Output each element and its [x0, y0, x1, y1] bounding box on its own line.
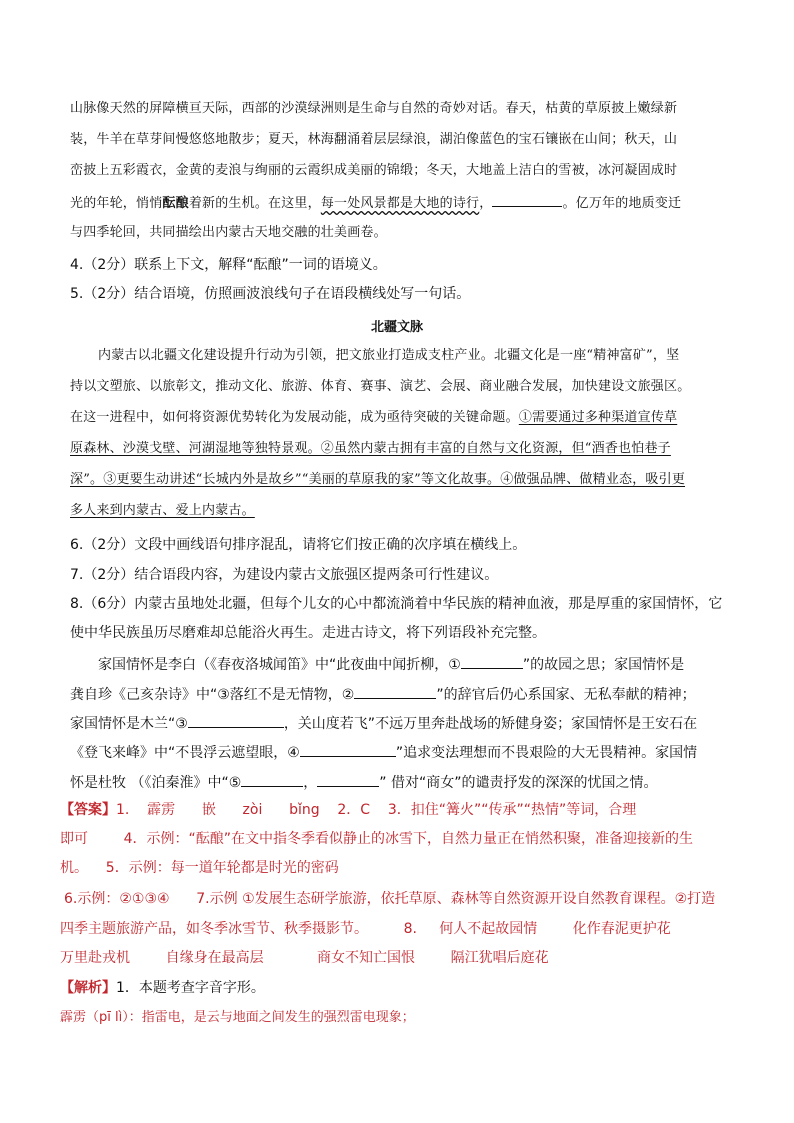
answer-line6: 万里赴戎机 自缘身在最高层 商女不知亡国恨 隔江犹唱后庭花: [60, 950, 549, 966]
passage1-line4: [70, 192, 681, 214]
passage1-line3: 峦披上五彩霞衣，金黄的麦浪与绚丽的云霞织成美丽的锦缎；冬天，大地盖上洁白的雪被，冰河凝固成时: [70, 163, 678, 178]
analysis-label: 【解析】: [60, 980, 116, 996]
question-7: 7.（2分）结合语段内容，为建设内蒙古文旅强区提两条可行性建议。: [70, 567, 499, 583]
text: 在这一进程中，如何将资源优势转化为发展动能，成为亟待突破的关键命题。: [70, 410, 519, 425]
analysis-line2: 霹雳（pī lì）：指雷电，是云与地面之间发生的强烈雷电现象；: [60, 1010, 415, 1025]
fill-blank-5b[interactable]: [317, 772, 379, 787]
fill-blank-1[interactable]: [461, 654, 523, 669]
fill-blank-2[interactable]: [354, 684, 436, 699]
analysis-line1: [60, 978, 265, 998]
text: ，: [303, 775, 318, 791]
passage2-line1: 内蒙古以北疆文化建设提升行动为引领，把文旅业打造成支柱产业。北疆文化是一座“精神富矿”，坚: [98, 348, 680, 363]
question-5: 5.（2分）结合语境，仿照画波浪线句子在语段横线处写一句话。: [70, 286, 471, 302]
fill-blank-4[interactable]: [300, 742, 396, 757]
answer-text: 1. 霹雳 嵌 zòi bǐng 2．C 3．扣住“篝火”“传承”“热情”等词，合理: [116, 802, 637, 818]
text: 着新的生机。在这里，: [188, 196, 321, 211]
fill-blank[interactable]: [492, 192, 562, 207]
fill-blank-3[interactable]: [188, 713, 284, 728]
answer-line2: 即可 4．示例：“酝酿”在文中指冬季看似静止的冰雪下，自然力量正在悄然积聚，准备迎接新的生: [60, 831, 694, 847]
text: ，关山度若飞”不远万里奔赴战场的矫健身姿；家国情怀是王安石在: [283, 716, 698, 732]
text: 。亿万年的地质变迁: [562, 196, 682, 211]
fill-line2: [70, 684, 696, 705]
highlight-word: 酝酿: [162, 196, 189, 211]
passage2-line3: [70, 408, 677, 428]
fill-line5: [70, 772, 657, 793]
text: ”的故园之思；家国情怀是: [522, 657, 685, 673]
text: 光的年轮，悄悄: [70, 196, 163, 211]
fill-line4: [70, 742, 697, 763]
text: ”的辞官后仍心系国家、无私奉献的精神；: [436, 687, 696, 703]
question-4: 4.（2分）联系上下文，解释“酝酿”一词的语境义。: [70, 257, 387, 273]
underlined-sentence: ①需要通过多种渠道宣传草: [518, 410, 678, 425]
question-6: 6.（2分）文段中画线语句排序混乱，请将它们按正确的次序填在横线上。: [70, 537, 527, 553]
text: 家国情怀是木兰“③: [70, 716, 188, 732]
passage2-line5: 深”。③更要生动讲述“长城内外是故乡”“美丽的草原我的家”等文化故事。④做强品牌、做精业态，吸引更: [70, 472, 686, 487]
text: 龚自珍《己亥杂诗》中“③落红不是无情物，②: [70, 687, 355, 703]
answer-line4: 6.示例：②①③④ 7.示例 ①发展生态研学旅游，依托草原、森林等自然资源开设自然教育课程。②打造: [64, 891, 716, 907]
answer-label: 【答案】: [60, 802, 116, 818]
passage2-line2: 持以文塑旅、以旅彰文，推动文化、旅游、体育、赛事、演艺、会展、商业融合发展，加快建设文旅强区。: [70, 379, 691, 394]
fill-line3: [70, 713, 697, 734]
analysis-text: 1．本题考查字音字形。: [116, 980, 265, 996]
text: ”追求变法理想而不畏艰险的大无畏精神。家国情: [395, 745, 698, 761]
answer-line3: 机。 5．示例：每一道年轮都是时光的密码: [60, 860, 339, 876]
text: ，: [479, 196, 493, 211]
answer-line5: 四季主题旅游产品，如冬季冰雪节、秋季摄影节。 8. 何人不起故园情 化作春泥更护花: [60, 921, 671, 937]
passage2-line4: 原森林、沙漠戈壁、河湖湿地等独特景观。②虽然内蒙古拥有丰富的自然与文化资源，但“酒香也怕巷子: [70, 441, 671, 456]
passage2-line6: 多人来到内蒙古、爱上内蒙古。: [70, 503, 255, 518]
question-8-line2: 使中华民族虽历尽磨难却总能浴火再生。走进古诗文，将下列语段补充完整。: [70, 625, 546, 641]
wavy-underlined-sentence: 每一处风景都是大地的诗行: [320, 196, 480, 211]
passage1-line2: 装，牛羊在草芽间慢悠悠地散步；夏天，林海翻涌着层层绿浪，湖泊像蓝色的宝石镶嵌在山间；秋天，山: [70, 132, 678, 147]
passage1-line1: 山脉像天然的屏障横亘天际，西部的沙漠绿洲则是生命与自然的奇妙对话。春天，枯黄的草原披上嫩绿新: [70, 101, 678, 116]
text: 怀是杜牧 （《泊秦淮》中“⑤: [70, 775, 242, 791]
answer-line1: [60, 800, 636, 820]
question-8-line1: 8.（6分）内蒙古虽地处北疆，但每个儿女的心中都流淌着中华民族的精神血液，那是厚重的家国情怀，它: [70, 596, 723, 612]
text: 《登飞来峰》中“不畏浮云遮望眼，④: [70, 745, 300, 761]
text: 家国情怀是李白（《春夜洛城闻笛》中“此夜曲中闻折柳，①: [98, 657, 461, 673]
passage2-title: 北疆文脉: [370, 320, 423, 335]
fill-blank-5a[interactable]: [241, 772, 303, 787]
text: ” 借对“商女”的谴责抒发的深深的忧国之情。: [379, 775, 658, 791]
fill-line1: [98, 654, 684, 675]
passage1-line5: 与四季轮回，共同描绘出内蒙古天地交融的壮美画卷。: [70, 225, 387, 240]
